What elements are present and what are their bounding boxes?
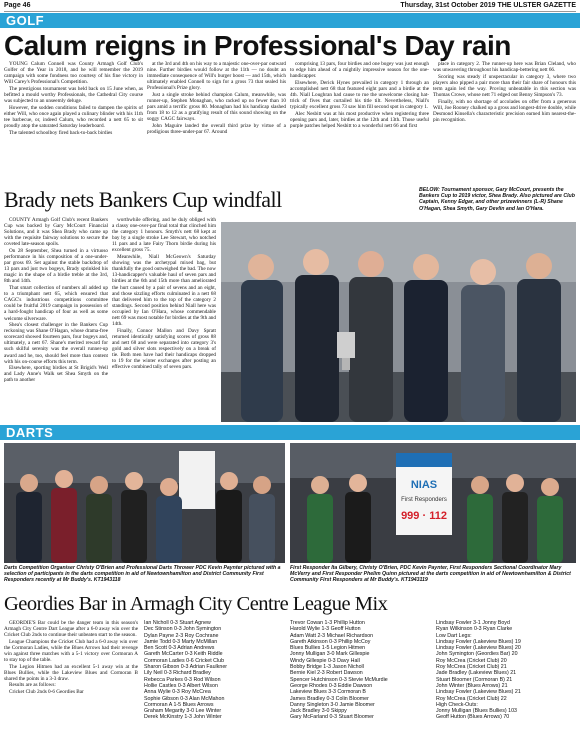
result-line: Anna Wylie 0-3 Roy McCrea	[144, 689, 211, 696]
story2-column-1	[4, 217, 108, 422]
result-line: Dylan Payne 2-3 Roy Cochrane	[144, 632, 219, 639]
result-line: High Check-Outs:	[436, 701, 478, 708]
result-line: Gary McFarland 0-3 Stuart Bloomer	[290, 714, 374, 721]
paragraph: Shea's closest challenger in the Bankers Cup reckoning was Shane O'Hagan, whose drama-free scorecard showed fourteen pars, four bogeys and, ultimately, a nett 67. Shane's merited reward for such skilful serenity was the overall runner-up award and he, too, should feel more than content with his on-course efforts this term.	[4, 322, 108, 365]
paragraph: However, the sodden conditions failed to dampen the spirits of either Will, who once again played a culinary blinder with his 11th tee barbecue, or, indeed Calum, who recorded a nett 65 to sit proudly atop the saturated Saturday leaderboard.	[4, 104, 143, 129]
result-line: Ian Nicholl 0-3 Stuart Agnew	[144, 620, 211, 626]
paragraph: YOUNG Calum Connell was County Armagh Golf Club's Golfer of the Year in 2018, and he will remember the 2019 campaign with some fondness too courtesy of his fine victory in Will Carey's Professional's Competition.	[4, 61, 143, 86]
result-line: Graham Megarity 3-0 Lee Winter	[144, 708, 222, 715]
page-number: Page 46	[4, 2, 31, 9]
result-line: Rebecca Parkes 0-3 Rod Wilson	[144, 676, 221, 683]
result-line: Blues Bullies 1-5 Legion Hitmen	[290, 645, 366, 652]
paragraph: John Maguire landed the overall third prize by virtue of a prodigious three-under-par 67. Around	[147, 122, 286, 136]
paragraph: worthwhile offering, and he duly obliged with a classy one-over-par final total that clinched him the category 1 honours. Smyth's nett 68 kept at bay by a single stroke Lee Stewart, who notched 11 pars and a late Fairy Thorn birdie during his excellent gross 75.	[112, 217, 216, 254]
photo-caption-darts-left: Darts Competition Organiser Christy O'Brien and Professional Darts Thrower PDC Kevin Paynter pictured with a selection of participants in the darts competition in aid of Newtownhamilton and District Community First Responders recently at Mr Buddy's. KT1943118	[4, 565, 281, 584]
paragraph: League Champions the Cricket Club had a 6-0 away win over the Cormoran Ladies, while the Blues Arrows had their revenge win against three matches with a 5-1 victory over Cormoran A to stay top of the table.	[4, 638, 138, 664]
result-line: Windy Gillespie 0-3 Davy Hall	[290, 657, 360, 664]
result-line: Jack Bradley 3-0 Skippy	[290, 708, 347, 715]
paragraph: On 28 September, Shea turned in a virtuoso performance in his composition of a one-under-par gross 69. Set against the stable backdrop of 13 pars and just two bogeys, Brady sprinkled his magic in the shape of a birdie treble at the 3rd, 8th and 14th.	[4, 247, 108, 285]
result-line: Bobby Bridge 1-3 Jason Nicholl	[290, 664, 364, 671]
paragraph: The talented schoolboy fired back-to-back birdies	[9, 129, 113, 136]
story1-column-3	[290, 61, 429, 185]
banner-emergency-numbers: 999 · 112	[401, 510, 447, 522]
paragraph: at the 3rd and 4th on his way to a majestic one-over-par outward nine. Further birdies would follow at the 11th — no doubt an immediate consequence of Will's burger boost — and 15th, which ultimately enabled Connell to sign for a gross 73 that sealed his Professional's Prize glory.	[147, 61, 286, 92]
paragraph: COUNTY Armagh Golf Club's recent Bankers Cup was backed by Gary McCourt Financial Solutions, and it was Shea Brady who came up with the requisite fairway solutions to secure the coveted late-season spoils.	[4, 217, 108, 248]
results-column-4	[436, 620, 576, 735]
result-line: Ryan Wilkinson 0-3 Ryan Clarke	[436, 626, 513, 633]
result-line: Harold Wylie 1-3 Geoff Hutton	[290, 626, 361, 633]
section-label-golf: GOLF	[6, 13, 45, 28]
result-line: Jamie Todd 0-3 Marty McMillan	[144, 638, 218, 645]
result-line: Jonny Mulligan 3-0 Mark Gillespie	[290, 651, 370, 658]
result-line: Gareth McCarter 0-3 Keith Riddle	[144, 651, 223, 658]
paragraph: Results are as follows:	[9, 682, 56, 689]
result-line: Gareth Atkinson 0-3 Phillip McCoy	[290, 638, 371, 645]
result-line: Roy McCrea (Cricket Club) 22	[436, 695, 507, 702]
photo-darts-participants	[4, 443, 285, 563]
page-folio	[4, 2, 576, 12]
result-line: Roy McCrea (Cricket Club) 21	[436, 664, 507, 671]
result-line: Lily Neil 0-3 Richard Bradley	[144, 670, 211, 677]
paragraph: Cricket Club 2nds 0-6 Geordies Bar	[9, 689, 84, 696]
paragraph: place in category 2. The runner-up here was Brian Cleland, who was unwavering throughout his handicap-bettering nett 66.	[433, 61, 576, 74]
result-line: Trevor Cowan 1-3 Phillip Hutton	[290, 620, 365, 626]
section-band-golf	[0, 13, 580, 28]
story2-column-2	[112, 217, 216, 422]
result-line: Jade Bradley (Lakeview Blues) 21	[436, 670, 517, 677]
section-label-darts: DARTS	[6, 425, 54, 440]
paragraph: Alec Nesbitt was at his most productive when registering three opening pars and, later, birdies at the 12th and 13th. Those useful purple patches helped Nesbitt to a wonderful nett 66 and first	[290, 110, 429, 129]
paragraph: GEORDIE'S Bar could be the danger team in this season's Armagh City Centre Dart League after a 6-0 away win over the Cricket Club 2nds to continue their unbeaten start to the season.	[4, 620, 138, 639]
result-line: Ben Scott 0-3 Adrian Andrews	[144, 645, 215, 652]
paragraph: Just a single stroke behind champion Calum, meanwhile, was runner-up, Stephen Monaghan, who racked up no fewer than 10 pars amid a terrific gross 80. Monaghan had his handicap slashed from 18 to 12 as a gratifying result of this sound showing on the soggy CAGC fairways.	[147, 91, 286, 123]
photo-darts-left-illustration	[4, 443, 285, 563]
result-line: Derek McKinstry 1-3 John Winter	[144, 714, 222, 721]
result-line: Dec Stinson 0-3 John Symington	[144, 626, 222, 633]
paragraph: Finally, Connor Mallon and Davy Spratt returned identically satisfying scores of gross 88 and nett 68 and were separated into category 3's gold and silver slots respectively on a break of tie. Both men have had their handicaps dropped to 19 for the winter exchanges after posting an effective combined tally of seven pars.	[112, 327, 216, 371]
result-line: Sharon Gibson 0-3 Adrian Faulkner	[144, 664, 228, 671]
result-line: Adam Watt 2-3 Michael Richardson	[290, 632, 374, 639]
paragraph: Elsewhere, sporting birdies at St Brigid's Well and Lady Anne's Walk set Shea Smyth on the path to another	[4, 365, 108, 384]
story1-column-4	[433, 61, 576, 185]
photo-golf-prizewinners	[221, 222, 576, 422]
headline-story3: Geordies Bar in Armagh City Centre League Mix	[4, 593, 388, 615]
result-line: Cormoran Ladies 0-6 Cricket Club	[144, 657, 225, 664]
result-line: Roy McCrea (Cricket Club) 20	[436, 657, 507, 664]
result-line: Cormoran A 1-5 Blues Arrows	[144, 701, 214, 708]
dateline: Thursday, 31st October 2019 THE ULSTER GAZETTE	[400, 2, 576, 9]
result-line: John Symington (Geordies Bar) 20	[436, 651, 518, 658]
paragraph: The prestigious tournament was held back on 15 June when, as befitted a mould worthy Professionals, the Cathedral City course was subjected to an unseemly deluge.	[4, 85, 143, 105]
results-column-3	[290, 620, 430, 735]
paragraph: Elsewhere, Derick Hynes prevailed in category 1 through an accomplished nett 68 that featured eight pars and a birdie at the 4th. Niall Loughran had cause to rue the unwelcome closing hat-trick of fives that curtailed his title tilt. Nevertheless, Niall's typically excellent gross 73 saw him fill second spot in category 1.	[290, 79, 429, 111]
result-line: Hollie Castles 0-3 Albert Wilson	[144, 682, 218, 689]
result-line: Jonny Mulligan (Blues Bullies) 103	[436, 708, 517, 715]
headline-story2: Brady nets Bankers Cup windfall	[4, 187, 282, 212]
story1-column-1	[4, 61, 143, 185]
result-line: Sophie Gibson 0-3 Alan McMahon	[144, 695, 225, 702]
paragraph: Meanwhile, Niall McGeown's Saturday showing was the archetypal mixed bag, but thankfully the good outweighed the bad. The now 13-handicapper's valuable haul of seven pars and birdies at the 6th and 15th more than ameliorated the hurt caused by a pair of sevens and an eight, and those sizzling efforts culminated in a nett 68 that delivered him to the top of the category 2 standings. Second position behind Niall here was occupied by Ian O'Hara, whose commendable nett 69 was most notable for birdies at the 9th and 14th.	[112, 254, 216, 328]
paragraph: Scoring was steady if unspectacular in category 3, where two players also pipped a pair more than their fair share of honours this term again led the way. Proving unbeatable in this section was Thomas Crowe, whose nett 71 edged out Benny Simpson's 73.	[433, 73, 576, 98]
banner-nias: NIAS	[410, 479, 438, 491]
result-line: Lindsay Fowler (Lakeview Blues) 19	[436, 638, 521, 645]
results-column-2	[144, 620, 284, 735]
result-line: Lindsay Fowler 3-1 Jonny Boyd	[436, 620, 510, 626]
paragraph: comprising 13 pars, four birdies and one bogey was just enough to edge him ahead of a mightily impressive season for the one-handicapper.	[290, 61, 429, 80]
paragraph: Finally, with no shortage of accolades on offer from a generous Will, Joe Rooney chalked up a gross and longest-drive double, while Desmond Kinsella's characteristic precision earned him nearest-the-pin recognition.	[433, 98, 576, 123]
story1-column-2	[147, 61, 286, 185]
result-line: Lindsay Fowler (Lakeview Blues) 21	[436, 689, 521, 696]
section-band-darts	[0, 425, 580, 440]
photo-darts-right-illustration	[290, 443, 576, 563]
result-line: Lakeview Blues 3-3 Cormoran B	[290, 689, 366, 696]
photo-golf-illustration	[221, 222, 576, 422]
result-line: Geoff Hutton (Blues Arrows) 70	[436, 714, 510, 721]
paragraph: That smart collection of numbers all added up to a triumphant nett 65, which ensured that CAGC's industrious competitions committee could be fruitful 2019 campaign in possession of a hard-fought handicap of four as well as some welcome silverware.	[4, 285, 108, 322]
result-line: Spencer Hutchinson 0-3 Stevie McMurdie	[290, 676, 388, 683]
result-line: John Winter (Blues Arrows) 21	[436, 682, 508, 689]
photo-caption-darts-right: First Responder Ita Gilbery, Christy O'Brien, PDC Kevin Paynter, First Responders Sectional Coordinator Mary McVerry and First Responder Phelim Quinn pictured at the darts competition in aid of Newtownhamilton & District Community First Responders at Mr Buddy's. KT1943119	[290, 565, 571, 584]
result-line: James Bradley 0-3 Colin Bloomer	[290, 695, 369, 702]
result-line: Stuart Bloomer (Cormoran B) 21	[436, 676, 513, 683]
result-line: George Rhodes 0-3 Eddie Dawson	[290, 682, 373, 689]
photo-caption-golf: BELOW: Tournament sponsor, Gary McCourt, presents the Bankers Cup to 2019 victor, Shea Brady. Also pictured are Club Captain, Kenny Edgar, and other prizewinners (L-R) Shane O'Hagan, Shea Smyth, Gary Devlin and Ian O'Hara.	[419, 187, 575, 212]
result-line: Bernie Kiel 2-3 Robert Dawson	[290, 670, 363, 677]
headline-story1: Calum reigns in Professional's Day rain	[4, 30, 511, 61]
story3-column-1	[4, 620, 138, 735]
result-line: Low Dart Legs:	[436, 632, 472, 639]
banner-first-responders: First Responders	[401, 497, 447, 503]
photo-darts-first-responders	[290, 443, 576, 563]
result-line: Danny Singleton 3-0 Jamie Bloomer	[290, 701, 375, 708]
result-line: Lindsay Fowler (Lakeview Blues) 20	[436, 645, 521, 652]
paragraph: The Legion Hitmen had an excellent 5-1 away win at the Blues Bullies, while the Lakeview Blues and Cormoran B shared the points in a 3-3 draw.	[4, 663, 138, 682]
